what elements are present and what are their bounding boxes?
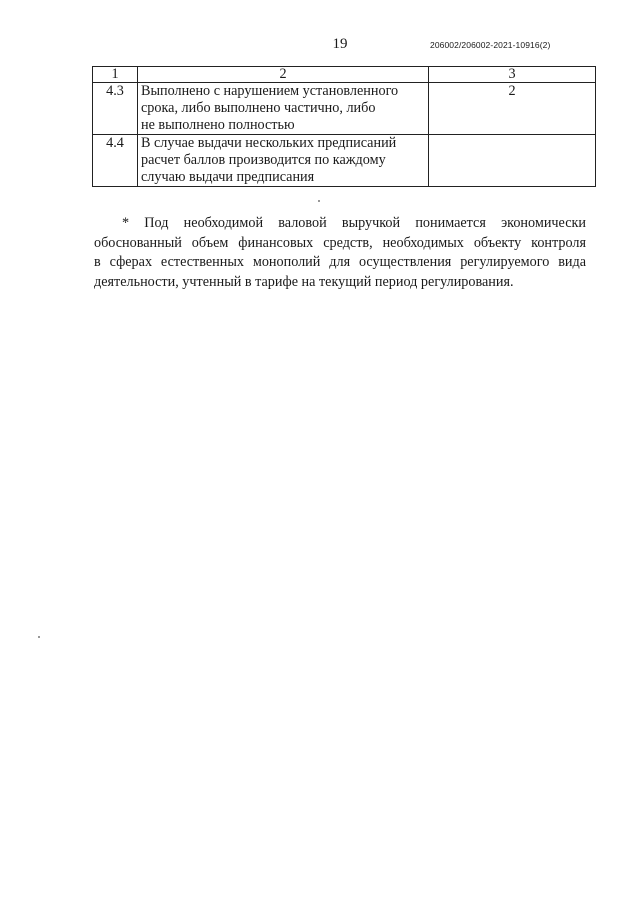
scan-speck — [38, 636, 40, 638]
row-score — [429, 135, 596, 187]
description-line: срока, либо выполнено частично, либо — [141, 100, 376, 116]
row-description — [138, 135, 429, 187]
row-number: 4.4 — [93, 135, 138, 187]
footnote — [94, 214, 586, 292]
footnote-line: деятельности, учтенный в тарифе на текущий период регулирования. — [94, 273, 514, 290]
description-line: Выполнено с нарушением установленного — [141, 83, 399, 99]
row-score: 2 — [429, 83, 596, 135]
footnote-line: в сферах естественных монополий для осуществления регулируемого вида — [94, 254, 586, 270]
column-header-3: 3 — [429, 67, 596, 83]
footnote-line: * Под необходимой валовой выручкой понимается экономически — [122, 215, 586, 231]
row-description — [138, 83, 429, 135]
description-line: не выполнено полностью — [141, 117, 295, 133]
document-id: 206002/206002-2021-10916(2) — [430, 40, 551, 50]
description-line: В случае выдачи нескольких предписаний — [141, 135, 397, 151]
description-line: расчет баллов производится по каждому — [141, 152, 386, 168]
footnote-line: обоснованный объем финансовых средств, необходимых объекту контроля — [94, 234, 586, 251]
description-line: случаю выдачи предписания — [141, 169, 315, 185]
table-row — [93, 135, 596, 187]
scan-speck — [318, 200, 320, 202]
row-number: 4.3 — [93, 83, 138, 135]
table-header-row — [93, 67, 596, 83]
score-table — [92, 66, 596, 187]
column-header-2: 2 — [138, 67, 429, 83]
column-header-1: 1 — [93, 67, 138, 83]
table-row — [93, 83, 596, 135]
page-number: 19 — [332, 36, 348, 52]
